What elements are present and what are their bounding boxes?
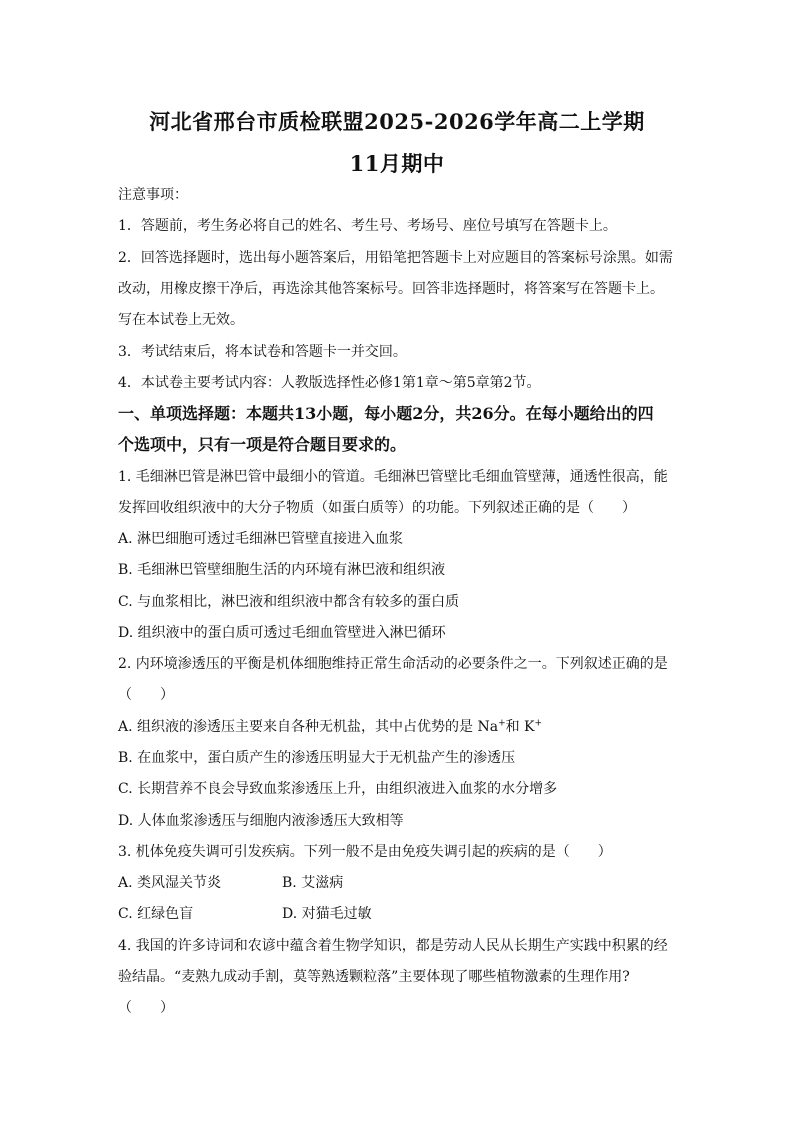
question-3-option-a: A. 类风湿关节炎 (118, 875, 222, 891)
question-3-option-b: B. 艾滋病 (282, 875, 344, 891)
superscript-plus: + (534, 718, 543, 729)
question-1-option-b: B. 毛细淋巴管壁细胞生活的内环境有淋巴液和组织液 (118, 562, 446, 578)
question-1-option-a: A. 淋巴细胞可透过毛细淋巴管壁直接进入血浆 (118, 531, 404, 547)
option-a-text: A. 组织液的渗透压主要来自各种无机盐，其中占优势的是 Na (118, 719, 499, 735)
notice-item: 4．本试卷主要考试内容：人教版选择性必修1第1章～第5章第2节。 (118, 375, 541, 391)
question-1-option-d: D. 组织液中的蛋白质可透过毛细血管壁进入淋巴循环 (118, 625, 446, 641)
exam-title-line1: 河北省邢台市质检联盟2025-2026学年高二上学期 (149, 109, 645, 134)
question-4-stem: 4. 我国的许多诗词和农谚中蕴含着生物学知识，都是劳动人民从长期生产实践中积累的经 (118, 938, 668, 954)
notice-item: 3．考试结束后，将本试卷和答题卡一并交回。 (118, 344, 407, 360)
superscript-plus: + (498, 718, 506, 729)
question-4-stem: 验结晶。“麦熟九成动手割，莫等熟透颗粒落”主要体现了哪些植物激素的生理作用? (118, 969, 630, 985)
question-1-option-c: C. 与血浆相比，淋巴液和组织液中都含有较多的蛋白质 (118, 594, 460, 610)
question-4-stem: （ ） (118, 1000, 174, 1016)
question-1-stem: 发挥回收组织液中的大分子物质（如蛋白质等）的功能。下列叙述正确的是（ ） (118, 500, 636, 516)
question-3-stem: 3. 机体免疫失调可引发疾病。下列一般不是由免疫失调引起的疾病的是（ ） (118, 844, 612, 860)
question-3-option-c: C. 红绿色盲 (118, 906, 194, 922)
question-2-option-c: C. 长期营养不良会导致血浆渗透压上升，由组织液进入血浆的水分增多 (118, 781, 558, 797)
section-heading-line1: 一、单项选择题：本题共13小题，每小题2分，共26分。在每小题给出的四 (118, 404, 654, 423)
notice-item: 1．答题前，考生务必将自己的姓名、考生号、考场号、座位号填写在答题卡上。 (118, 218, 617, 234)
question-3-option-d: D. 对猫毛过敏 (282, 906, 372, 922)
question-2-stem: 2. 内环境渗透压的平衡是机体细胞维持正常生命活动的必要条件之一。下列叙述正确的是 (118, 656, 668, 672)
question-3-options-row2 (118, 904, 678, 924)
question-2-option-b: B. 在血浆中，蛋白质产生的渗透压明显大于无机盐产生的渗透压 (118, 750, 516, 766)
option-a-text: 和 K (505, 719, 535, 735)
section-heading-line2: 个选项中，只有一项是符合题目要求的。 (118, 435, 407, 454)
question-2-stem: （ ） (118, 687, 174, 703)
question-3-options-row1 (118, 873, 678, 893)
notice-heading: 注意事项： (118, 187, 188, 203)
question-2-option-a (118, 717, 678, 737)
exam-title-line2: 11月期中 (349, 151, 445, 176)
notice-item: 写在本试卷上无效。 (118, 312, 244, 328)
question-1-stem: 1. 毛细淋巴管是淋巴管中最细小的管道。毛细淋巴管壁比毛细血管壁薄，通透性很高，能 (118, 469, 668, 485)
notice-item: 改动，用橡皮擦干净后，再选涂其他答案标号。回答非选择题时，将答案写在答题卡上。 (118, 281, 664, 297)
question-2-option-d: D. 人体血浆渗透压与细胞内液渗透压大致相等 (118, 813, 404, 829)
notice-item: 2．回答选择题时，选出每小题答案后，用铅笔把答题卡上对应题目的答案标号涂黑。如需 (118, 250, 673, 266)
